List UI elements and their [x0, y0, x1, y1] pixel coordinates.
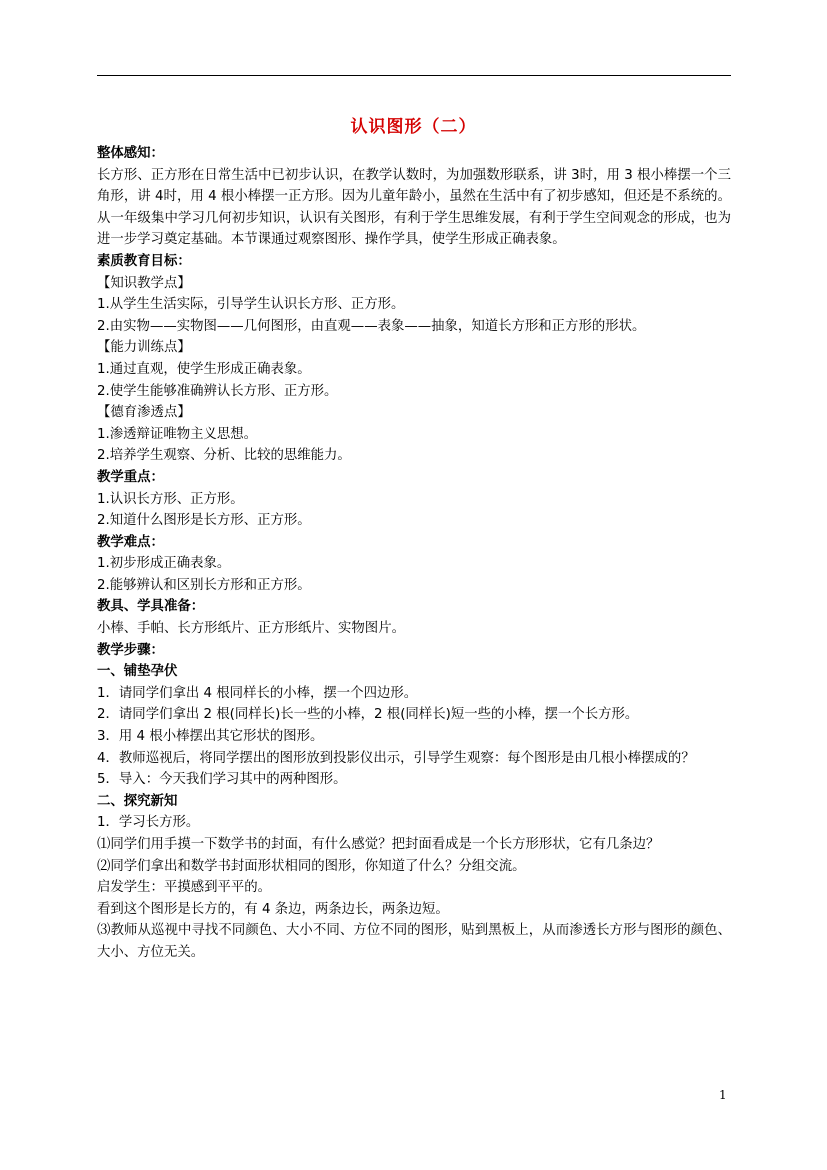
body-line: 2.使学生能够准确辨认长方形、正方形。: [97, 383, 338, 399]
body-line: 3．用 4 根小棒摆出其它形状的图形。: [97, 729, 324, 745]
body-line: 1.从学生生活实际，引导学生认识长方形、正方形。: [97, 297, 405, 313]
section-heading: 整体感知：: [97, 146, 164, 161]
body-line: 启发学生：平摸感到平平的。: [97, 880, 272, 896]
body-line: 1.认识长方形、正方形。: [97, 491, 244, 507]
document-title: 认识图形（二）: [350, 117, 477, 137]
body-line: 小棒、手帕、长方形纸片、正方形纸片、实物图片。: [97, 621, 405, 637]
body-line: 【能力训练点】: [97, 340, 191, 356]
body-line: ⑴同学们用手摸一下数学书的封面，有什么感觉？把封面看成是一个长方形形状，它有几条边？: [97, 837, 660, 852]
body-line: 2．请同学们拿出 2 根(同样长)长一些的小棒，2 根(同样长)短一些的小棒，摆一个长方形。: [97, 707, 639, 723]
section-heading: 二、探究新知: [97, 793, 178, 809]
section-heading: 教学步骤：: [97, 642, 164, 658]
body-line: 5．导入：今天我们学习其中的两种图形。: [97, 772, 347, 788]
body-line: 1.初步形成正确表象。: [97, 556, 231, 572]
body-line: ⑶教师从巡视中寻找不同颜色、大小不同、方位不同的图形，贴到黑板上，从而渗透长方形与图形的颜色、大小、方位无关。: [97, 923, 731, 960]
header-rule: [97, 75, 731, 76]
document-body: [97, 143, 731, 964]
section-heading: 教学难点：: [97, 534, 164, 550]
body-line: 看到这个图形是长方的，有 4 条边，两条边长，两条边短。: [97, 901, 449, 917]
body-line: 1．学习长方形。: [97, 815, 200, 831]
body-line: 【知识教学点】: [97, 275, 191, 291]
body-line: 1.通过直观，使学生形成正确表象。: [97, 361, 311, 377]
body-line: 2.能够辨认和区别长方形和正方形。: [97, 577, 311, 593]
section-heading: 素质教育目标：: [97, 253, 191, 269]
section-heading: 教学重点：: [97, 469, 164, 485]
body-line: ⑵同学们拿出和数学书封面形状相同的图形，你知道了什么？分组交流。: [97, 858, 526, 874]
body-line: 4．教师巡视后，将同学摆出的图形放到投影仪出示，引导学生观察：每个图形是由几根小棒摆成的？: [97, 750, 695, 766]
body-line: 2.知道什么图形是长方形、正方形。: [97, 513, 311, 529]
body-line: 长方形、正方形在日常生活中已初步认识，在教学认数时，为加强数形联系，讲 3时，用 3 根小棒摆一个三角形，讲 4时，用 4 根小棒摆一正方形。因为儿童年龄小，虽然在生活中有了初步感知，但还是不系统的。从一年级集中学习几何初步知识，认识有关图形，有利于学生思维发展，有利于学生空间观念的形成，也为进一步学习奠定基础。本节课通过观察图形、操作学具，使学生形成正确表象。: [97, 167, 731, 248]
body-line: 2.培养学生观察、分析、比较的思维能力。: [97, 448, 351, 464]
page-number: 1: [719, 1088, 727, 1102]
body-line: 【德育渗透点】: [97, 405, 191, 421]
section-heading: 教具、学具准备：: [97, 599, 205, 615]
body-line: 1．请同学们拿出 4 根同样长的小棒，摆一个四边形。: [97, 685, 418, 701]
section-heading: 一、铺垫孕伏: [97, 664, 178, 680]
body-line: 2.由实物——实物图——几何图形，由直观——表象——抽象，知道长方形和正方形的形状。: [97, 318, 646, 334]
body-line: 1.渗透辩证唯物主义思想。: [97, 426, 258, 442]
